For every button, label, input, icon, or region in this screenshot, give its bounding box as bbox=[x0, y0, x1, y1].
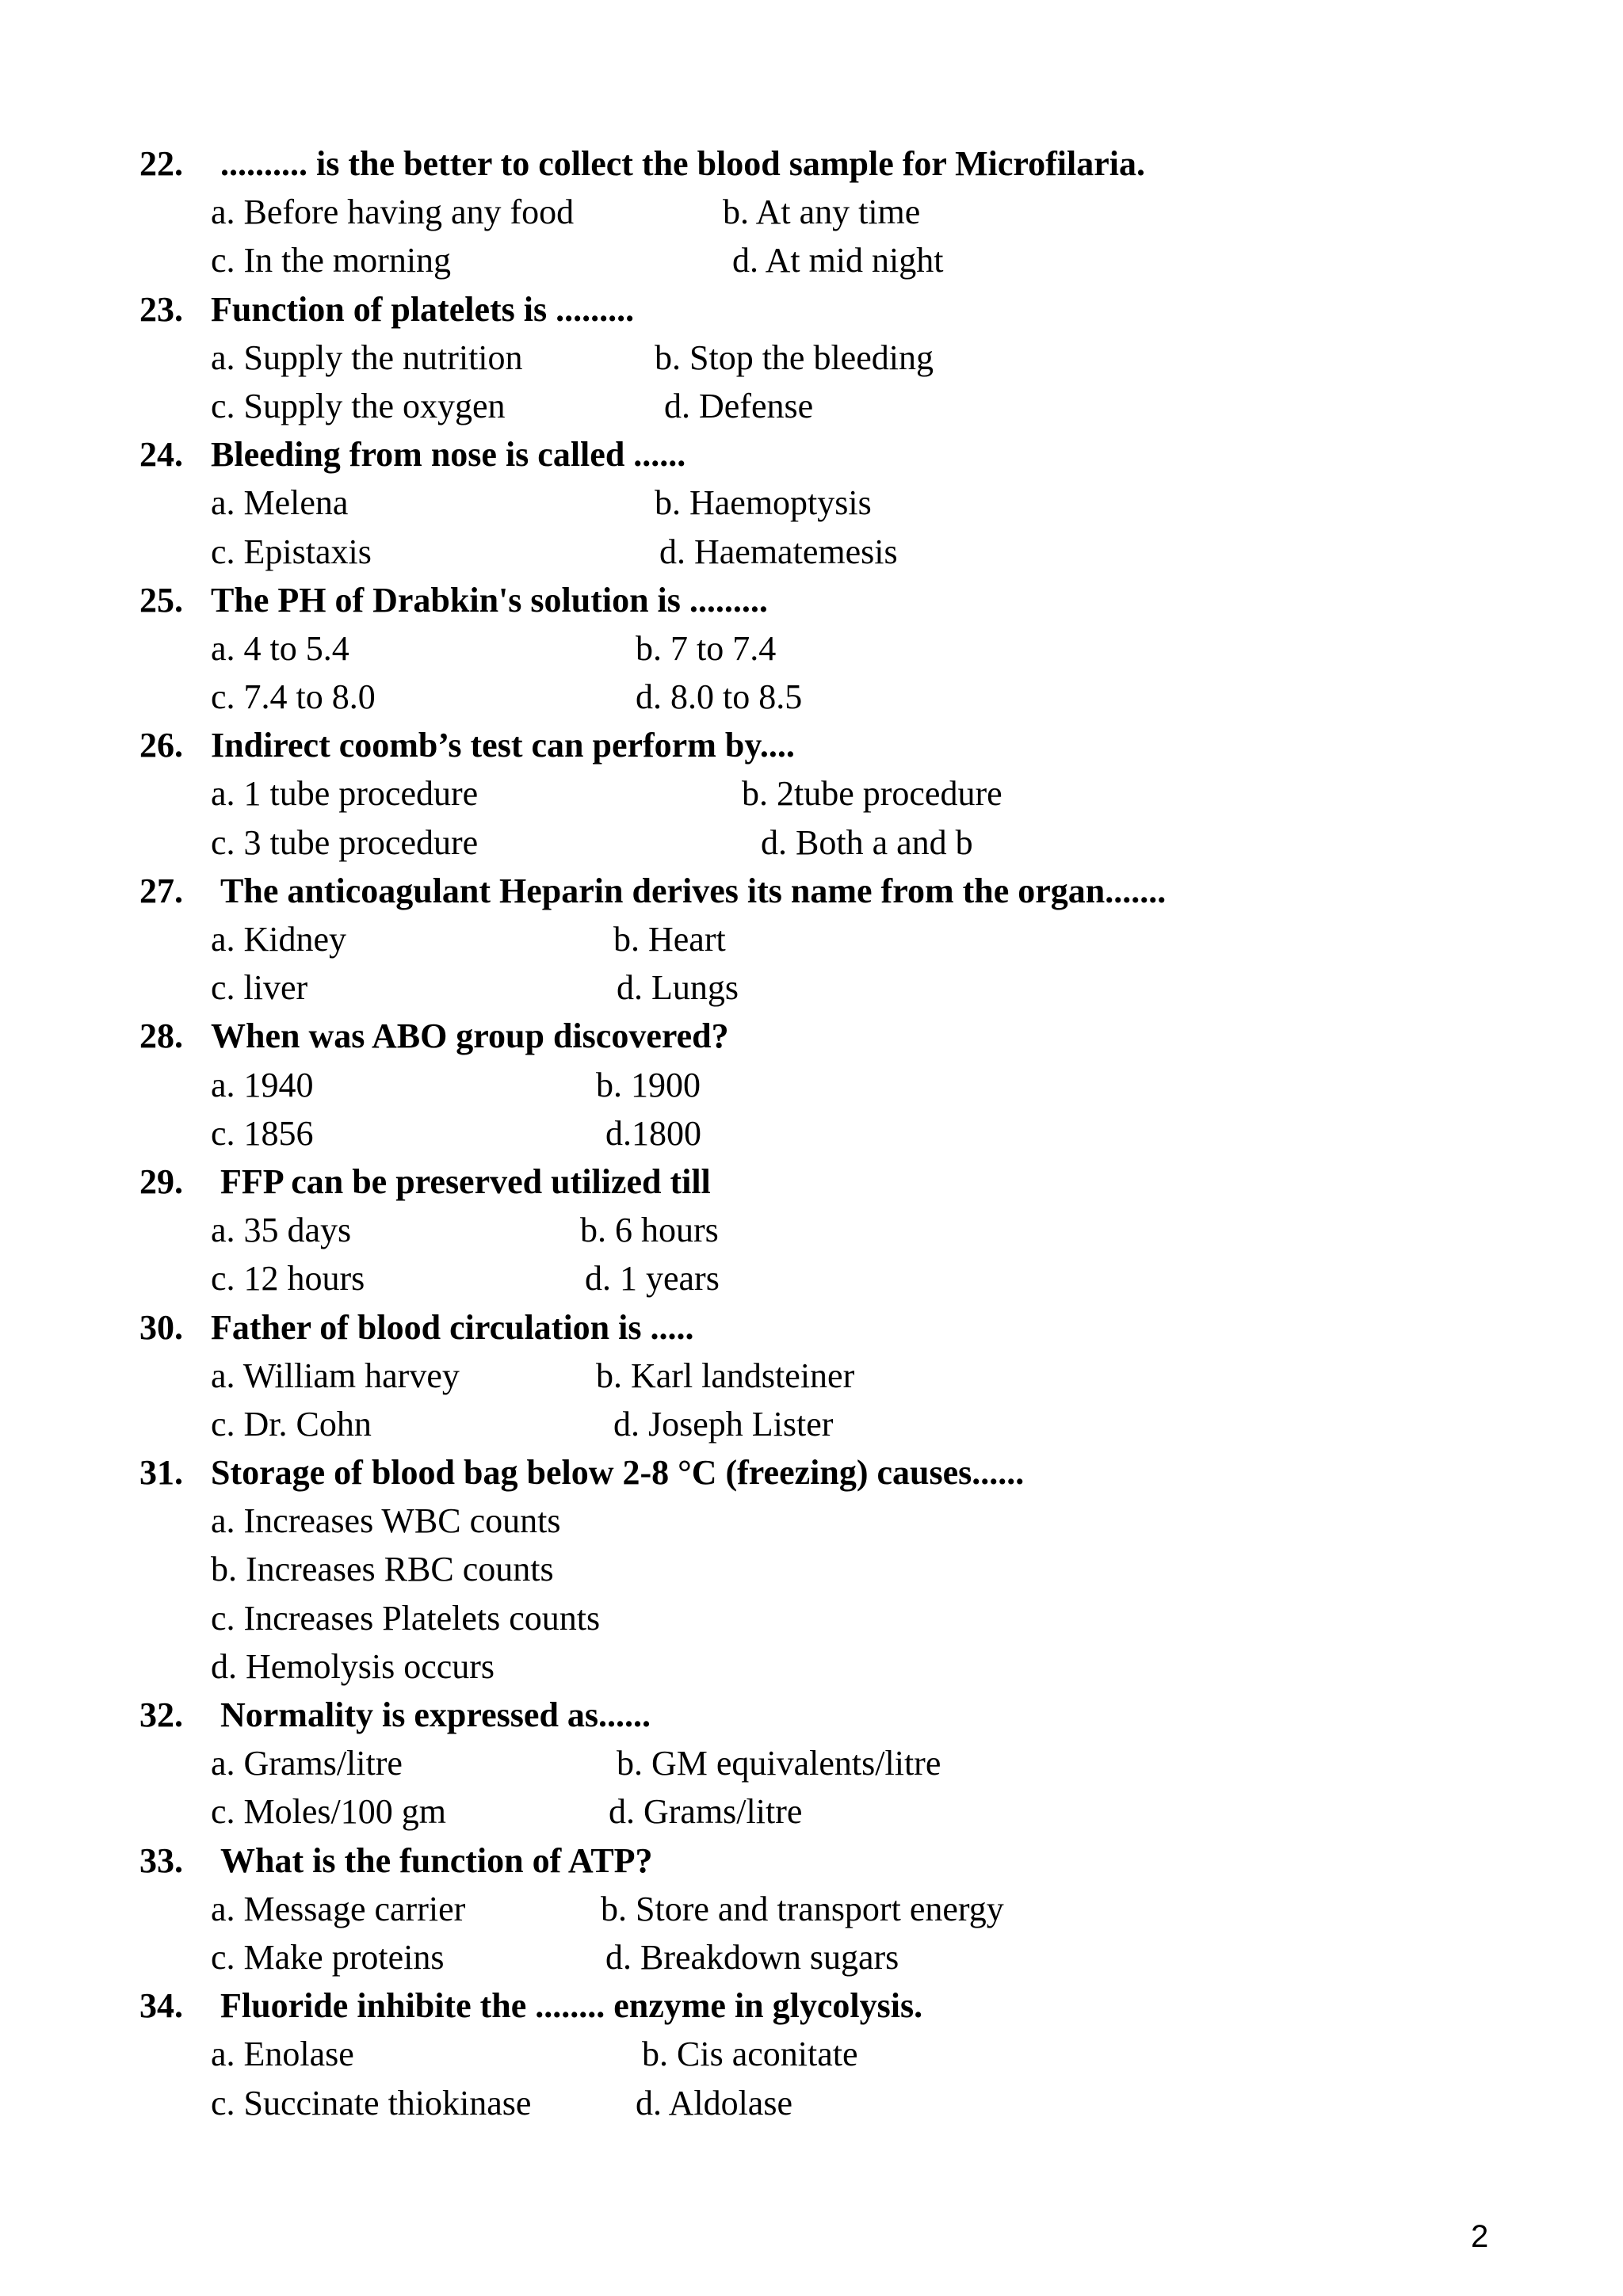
option-row bbox=[0, 382, 1623, 430]
question-text: The anticoagulant Heparin derives its name from the organ....... bbox=[220, 871, 1167, 910]
answer-option: a. Kidney bbox=[211, 920, 347, 959]
question-31 bbox=[0, 1448, 1623, 1497]
question-24 bbox=[0, 430, 1623, 479]
question-text: Father of blood circulation is ..... bbox=[211, 1307, 694, 1347]
option-row bbox=[0, 1109, 1623, 1158]
question-text: Bleeding from nose is called ...... bbox=[211, 435, 686, 475]
answer-option: b. Heart bbox=[613, 920, 726, 959]
option-row bbox=[0, 1254, 1623, 1302]
answer-option: d. 1 years bbox=[585, 1259, 720, 1299]
answer-option: b. At any time bbox=[723, 193, 921, 232]
answer-option: b. Karl landsteiner bbox=[596, 1356, 855, 1395]
answer-option: a. Message carrier bbox=[211, 1889, 466, 1928]
option-row bbox=[0, 1739, 1623, 1787]
question-text: What is the function of ATP? bbox=[220, 1840, 653, 1880]
question-text: Storage of blood bag below 2-8 °C (freezing) causes...... bbox=[211, 1453, 1025, 1493]
answer-option: b. Haemoptysis bbox=[655, 483, 872, 523]
question-text: .......... is the better to collect the blood sample for Microfilaria. bbox=[220, 144, 1145, 183]
answer-option: c. Dr. Cohn bbox=[211, 1404, 372, 1444]
answer-option: d. Lungs bbox=[617, 968, 739, 1008]
option-row bbox=[0, 479, 1623, 527]
answer-option: c. 12 hours bbox=[211, 1259, 365, 1299]
question-number: 23. bbox=[139, 289, 183, 329]
question-25 bbox=[0, 576, 1623, 624]
question-text: Indirect coomb’s test can perform by.... bbox=[211, 726, 795, 765]
answer-option: a. 35 days bbox=[211, 1211, 352, 1250]
question-number: 29. bbox=[139, 1161, 183, 1201]
question-33 bbox=[0, 1836, 1623, 1885]
answer-option: c. Make proteins bbox=[211, 1937, 445, 1977]
question-number: 22. bbox=[139, 144, 183, 183]
answer-option: b. 2tube procedure bbox=[742, 774, 1002, 814]
answer-option: c. Succinate thiokinase bbox=[211, 2083, 532, 2122]
answer-option: b. Store and transport energy bbox=[601, 1889, 1004, 1928]
question-number: 31. bbox=[139, 1453, 183, 1493]
answer-option: a. Enolase bbox=[211, 2035, 354, 2074]
question-number: 27. bbox=[139, 871, 183, 910]
option-row bbox=[0, 1885, 1623, 1933]
question-number: 28. bbox=[139, 1016, 183, 1056]
answer-option: a. 1940 bbox=[211, 1065, 314, 1104]
option-row bbox=[0, 1206, 1623, 1254]
answer-option: a. Melena bbox=[211, 483, 349, 523]
answer-option: b. GM equivalents/litre bbox=[617, 1744, 941, 1783]
option-row bbox=[0, 769, 1623, 818]
answer-option: a. Supply the nutrition bbox=[211, 338, 523, 377]
answer-option: d. 8.0 to 8.5 bbox=[636, 677, 803, 717]
question-number: 34. bbox=[139, 1986, 183, 2026]
answer-option: b. 6 hours bbox=[580, 1211, 719, 1250]
question-26 bbox=[0, 721, 1623, 769]
answer-option: c. Moles/100 gm bbox=[211, 1792, 446, 1832]
answer-option: d. Breakdown sugars bbox=[605, 1937, 899, 1977]
answer-option: a. 4 to 5.4 bbox=[211, 628, 349, 668]
option-row bbox=[0, 188, 1623, 236]
option-row bbox=[0, 1642, 1623, 1691]
option-row bbox=[0, 334, 1623, 382]
option-row bbox=[0, 1787, 1623, 1836]
question-30 bbox=[0, 1303, 1623, 1352]
option-row bbox=[0, 915, 1623, 963]
option-row bbox=[0, 1933, 1623, 1981]
answer-option: c. Increases Platelets counts bbox=[211, 1598, 601, 1638]
answer-option: d. Aldolase bbox=[636, 2083, 792, 2122]
option-row bbox=[0, 624, 1623, 673]
answer-option: a. Before having any food bbox=[211, 193, 575, 232]
option-row bbox=[0, 528, 1623, 576]
answer-option: a. Grams/litre bbox=[211, 1744, 403, 1783]
question-text: Normality is expressed as...... bbox=[220, 1695, 651, 1734]
question-32 bbox=[0, 1691, 1623, 1739]
option-row bbox=[0, 1497, 1623, 1545]
answer-option: d. Both a and b bbox=[761, 822, 973, 862]
answer-option: b. Stop the bleeding bbox=[655, 338, 934, 377]
question-text: FFP can be preserved utilized till bbox=[220, 1161, 711, 1201]
option-row bbox=[0, 1594, 1623, 1642]
answer-option: c. 3 tube procedure bbox=[211, 822, 479, 862]
answer-option: c. Supply the oxygen bbox=[211, 386, 506, 425]
question-list bbox=[0, 139, 1623, 2127]
answer-option: b. 1900 bbox=[596, 1065, 701, 1104]
question-23 bbox=[0, 285, 1623, 334]
option-row bbox=[0, 1400, 1623, 1448]
question-27 bbox=[0, 867, 1623, 915]
option-row bbox=[0, 673, 1623, 721]
question-number: 26. bbox=[139, 726, 183, 765]
option-row bbox=[0, 1545, 1623, 1593]
answer-option: a. 1 tube procedure bbox=[211, 774, 479, 814]
answer-option: a. William harvey bbox=[211, 1356, 460, 1395]
answer-option: b. 7 to 7.4 bbox=[636, 628, 777, 668]
option-row bbox=[0, 236, 1623, 284]
question-29 bbox=[0, 1158, 1623, 1206]
question-number: 25. bbox=[139, 580, 183, 620]
answer-option: c. liver bbox=[211, 968, 308, 1008]
option-row bbox=[0, 818, 1623, 867]
question-text: The PH of Drabkin's solution is ......... bbox=[211, 580, 768, 620]
answer-option: d. Haematemesis bbox=[659, 532, 898, 571]
question-34 bbox=[0, 1981, 1623, 2030]
answer-option: d. Grams/litre bbox=[609, 1792, 803, 1832]
answer-option: d.1800 bbox=[605, 1113, 701, 1153]
question-number: 24. bbox=[139, 435, 183, 475]
question-number: 32. bbox=[139, 1695, 183, 1734]
option-row bbox=[0, 2030, 1623, 2078]
question-text: Function of platelets is ......... bbox=[211, 289, 635, 329]
option-row bbox=[0, 1352, 1623, 1400]
answer-option: d. Defense bbox=[664, 386, 814, 425]
question-number: 33. bbox=[139, 1840, 183, 1880]
question-text: Fluoride inhibite the ........ enzyme in glycolysis. bbox=[220, 1986, 923, 2026]
question-28 bbox=[0, 1012, 1623, 1060]
page-number: 2 bbox=[1471, 2219, 1489, 2254]
answer-option: c. 1856 bbox=[211, 1113, 314, 1153]
question-22 bbox=[0, 139, 1623, 188]
answer-option: d. Joseph Lister bbox=[613, 1404, 834, 1444]
answer-option: c. 7.4 to 8.0 bbox=[211, 677, 376, 717]
option-row bbox=[0, 1061, 1623, 1109]
question-number: 30. bbox=[139, 1307, 183, 1347]
option-row bbox=[0, 963, 1623, 1012]
question-text: When was ABO group discovered? bbox=[211, 1016, 729, 1056]
answer-option: a. Increases WBC counts bbox=[211, 1501, 561, 1541]
answer-option: d. Hemolysis occurs bbox=[211, 1646, 495, 1686]
answer-option: d. At mid night bbox=[732, 241, 944, 280]
answer-option: b. Increases RBC counts bbox=[211, 1550, 554, 1589]
answer-option: c. In the morning bbox=[211, 241, 452, 280]
answer-option: c. Epistaxis bbox=[211, 532, 372, 571]
option-row bbox=[0, 2079, 1623, 2127]
answer-option: b. Cis aconitate bbox=[642, 2035, 858, 2074]
